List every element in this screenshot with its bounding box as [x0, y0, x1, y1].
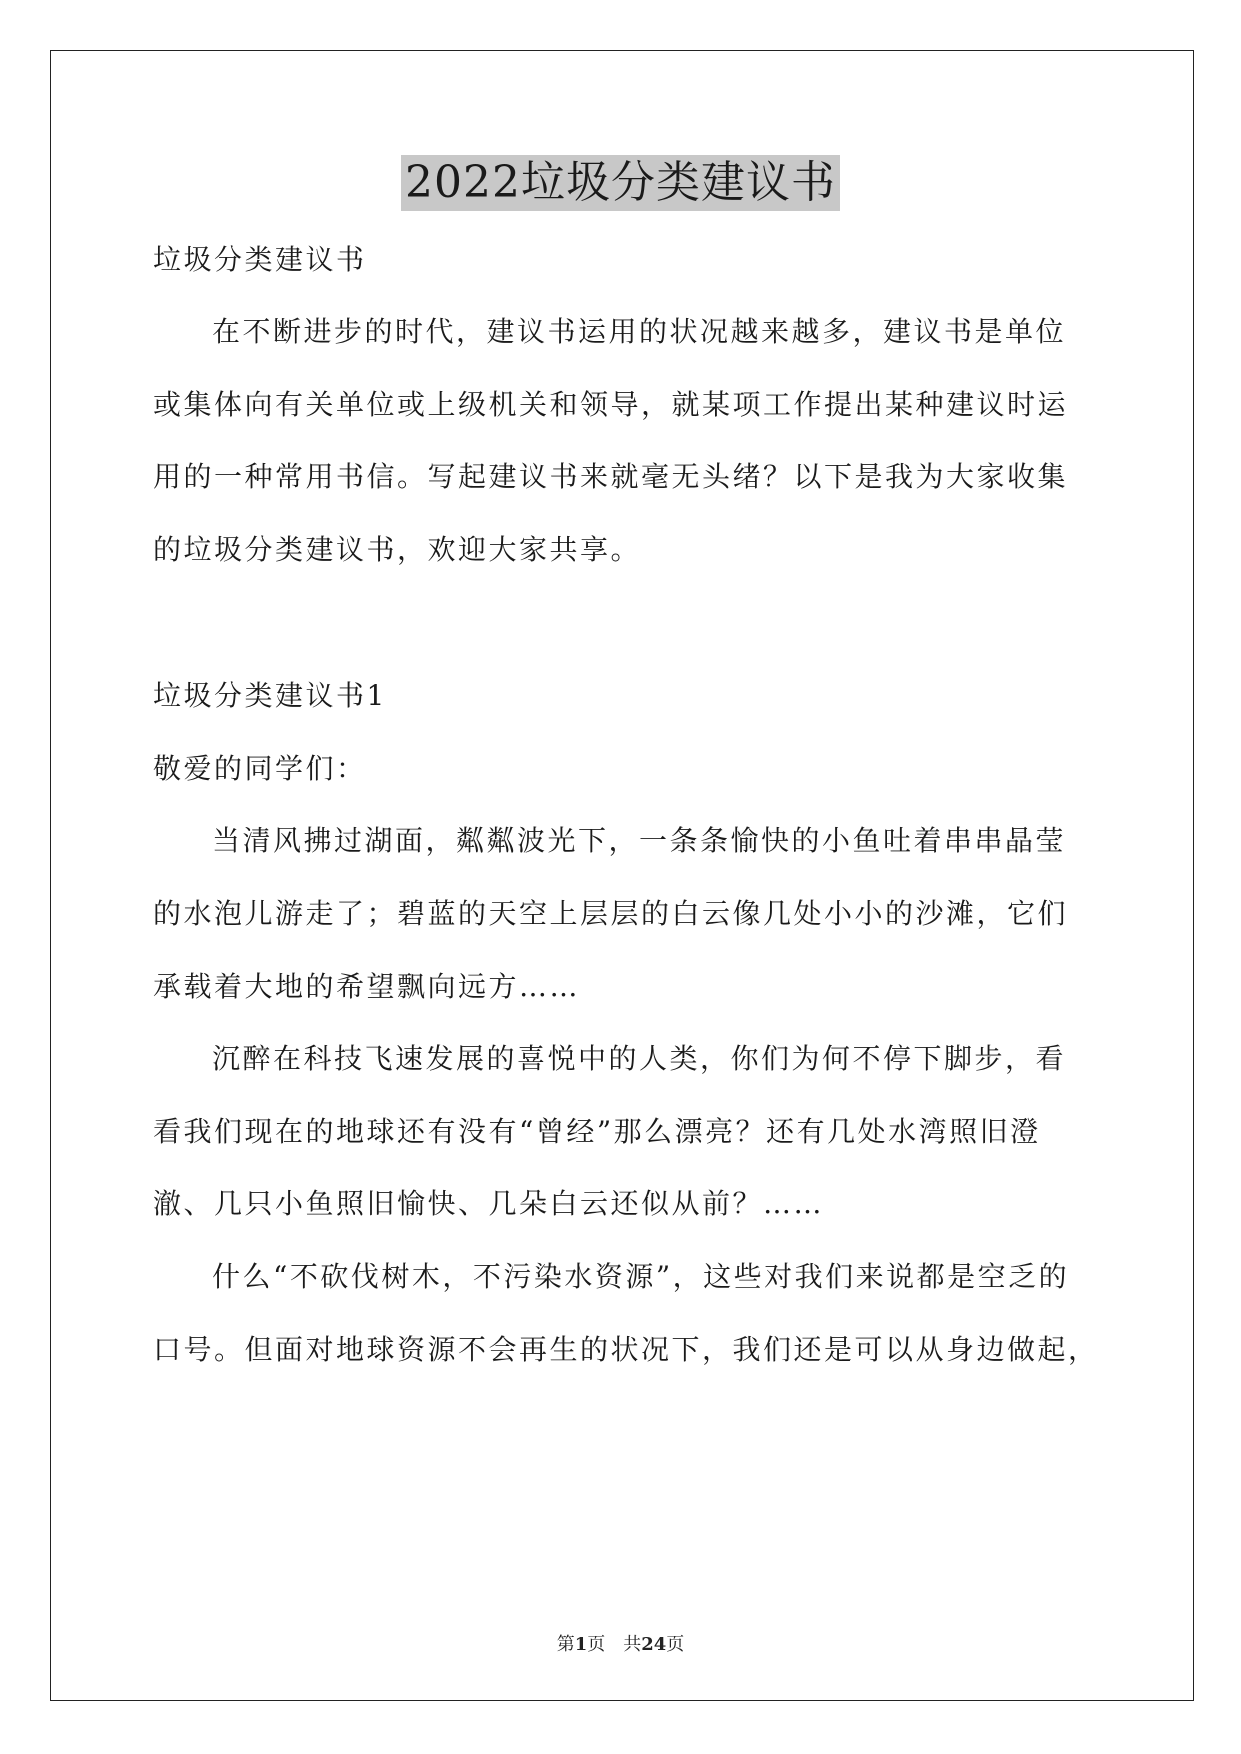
document-title: 2022垃圾分类建议书 [401, 155, 840, 211]
footer-current-page: 1 [574, 1634, 588, 1655]
intro-line-3: 用的一种常用书信。写起建议书来就毫无头绪？以下是我为大家收集 [153, 460, 1069, 493]
paragraph1-line-3: 承载着大地的希望飘向远方…… [153, 970, 581, 1003]
paragraph3-line-1: 什么“不砍伐树木，不污染水资源”，这些对我们来说都是空乏的 [212, 1260, 1070, 1293]
paragraph3-line-2: 口号。但面对地球资源不会再生的状况下，我们还是可以从身边做起， [153, 1333, 1099, 1366]
footer-suffix: 页 [666, 1634, 685, 1655]
footer-mid: 页 共 [587, 1634, 642, 1655]
paragraph1-line-2: 的水泡儿游走了；碧蓝的天空上层层的白云像几处小小的沙滩，它们 [153, 897, 1069, 930]
title-container [0, 155, 1241, 211]
footer-total-pages: 24 [641, 1634, 667, 1655]
paragraph2-line-1: 沉醉在科技飞速发展的喜悦中的人类，你们为何不停下脚步，看 [212, 1042, 1067, 1075]
page-footer [0, 1633, 1241, 1657]
page-border [50, 50, 1194, 1701]
footer-prefix: 第 [556, 1634, 575, 1655]
paragraph2-line-2: 看我们现在的地球还有没有“曾经”那么漂亮？还有几处水湾照旧澄 [153, 1115, 1041, 1148]
salutation: 敬爱的同学们： [153, 752, 367, 785]
document-subtitle: 垃圾分类建议书 [153, 243, 367, 276]
intro-line-2: 或集体向有关单位或上级机关和领导，就某项工作提出某种建议时运 [153, 388, 1069, 421]
section-heading: 垃圾分类建议书1 [153, 679, 387, 712]
intro-line-1: 在不断进步的时代，建议书运用的状况越来越多，建议书是单位 [212, 315, 1067, 348]
intro-line-4: 的垃圾分类建议书，欢迎大家共享。 [153, 533, 642, 566]
paragraph1-line-1: 当清风拂过湖面，粼粼波光下，一条条愉快的小鱼吐着串串晶莹 [212, 824, 1067, 857]
paragraph2-line-3: 澈、几只小鱼照旧愉快、几朵白云还似从前？…… [153, 1187, 825, 1220]
